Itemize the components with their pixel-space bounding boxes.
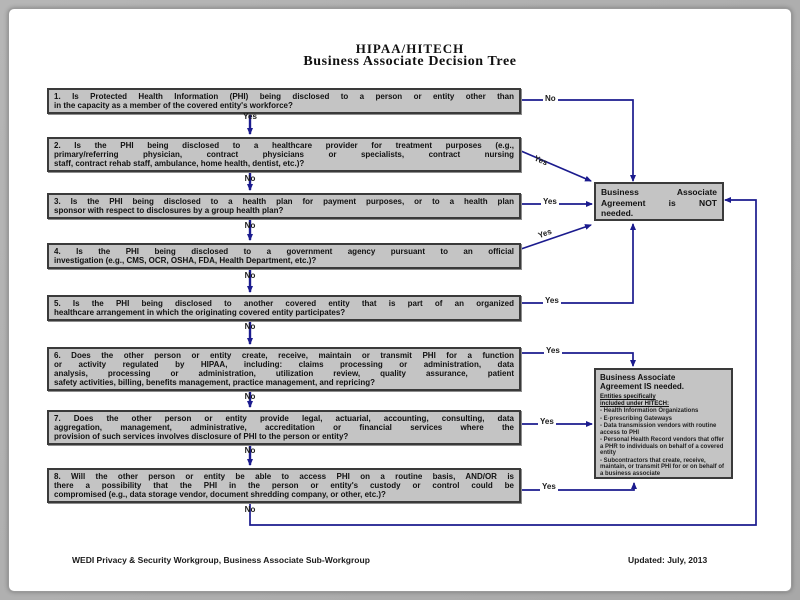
hitech-entity-item: - E-prescribing Gateways (600, 415, 673, 422)
edge-label-q8-yes: Yes (542, 482, 556, 491)
not-needed-line: Business Associate (601, 187, 717, 197)
question-7-line: aggregation, management, administrative, accreditation or financial services where the (54, 423, 514, 432)
hitech-entity-item: - Subcontractors that create, receive, maintain, or transmit PHI for or on behalf of a business associate (600, 457, 725, 477)
question-2-line: primary/referring physician, contract physicians or specialists, contract nursing (54, 150, 514, 159)
question-7-line: 7. Does the other person or entity provide legal, actuarial, accounting, consulting, data (54, 414, 514, 423)
question-5-line: 5. Is the PHI being disclosed to another covered entity that is part of an organized (54, 299, 514, 308)
not-needed-line: Agreement is NOT (601, 197, 717, 208)
question-box-8 (47, 468, 521, 503)
question-2-line: 2. Is the PHI being disclosed to a healthcare provider for treatment purposes (e.g., (54, 141, 514, 150)
edge-label-q7-no: No (244, 446, 256, 455)
question-box-4 (47, 243, 521, 269)
footer-workgroup-credit: WEDI Privacy & Security Workgroup, Business Associate Sub-Workgroup (72, 555, 370, 565)
page-title: HIPAA/HITECH (355, 41, 465, 56)
not-needed-line: needed. (601, 208, 634, 218)
question-6-line: analysis, processing or administration, utilization review, quality assurance, patient (54, 369, 514, 378)
question-1-line: 1. Is Protected Health Information (PHI) being disclosed to a person or entity other than (54, 92, 514, 101)
hitech-entity-item: - Personal Health Record vendors that offer a PHR to individuals on behalf of a covered entity (600, 437, 725, 456)
edge-label-q6-yes: Yes (546, 346, 560, 355)
question-3-line: 3. Is the PHI being disclosed to a health plan for payment purposes, or to a health plan (54, 197, 514, 206)
question-6-line: 6. Does the other person or entity create, receive, maintain or transmit PHI for a function (54, 351, 514, 360)
question-box-6 (47, 347, 521, 391)
edge-label-q3-yes: Yes (543, 197, 557, 206)
edge-label-q4-no: No (244, 271, 256, 280)
question-box-3 (47, 193, 521, 219)
footer-updated-date: Updated: July, 2013 (628, 555, 708, 565)
question-5-line: healthcare arrangement in which the originating covered entity participates? (54, 308, 346, 317)
question-7-line: provision of such services involves disclosure of PHI to the person or entity? (54, 432, 349, 441)
is-needed-subtitle: included under HITECH: (600, 400, 669, 407)
question-6-line: or activity regulated by HIPAA, including: claims processing or administration, data (54, 360, 514, 369)
edge-label-q2-yes: Yes (532, 153, 550, 168)
edge-label-q5-no: No (244, 322, 256, 331)
question-2-line: staff, contract rehab staff, ambulance, home health, dentist, etc.)? (54, 159, 305, 168)
question-8-line: 8. Will the other person or entity be able to access PHI on a routine basis, AND/OR is (54, 472, 514, 481)
question-3-line: sponsor with respect to disclosures by a group health plan? (54, 206, 284, 215)
edge-label-q7-yes: Yes (540, 417, 554, 426)
hitech-entity-item: - Health Information Organizations (600, 408, 699, 414)
edge-label-q4-yes: Yes (536, 226, 553, 241)
edge-label-q6-no: No (244, 392, 256, 401)
question-box-2 (47, 137, 521, 172)
is-needed-title: Business Associate (600, 373, 676, 382)
question-box-1 (47, 88, 521, 114)
question-1-line: in the capacity as a member of the covered entity's workforce? (54, 101, 293, 110)
edge-label-q2-no: No (244, 174, 256, 183)
edge-label-q1-yes: Yes (243, 112, 257, 121)
question-8-line: there a possibility that the PHI in the person or entity's custody or control could be (54, 481, 514, 490)
question-8-line: compromised (e.g., data storage vendor, document shredding company, or other, etc.)? (54, 490, 386, 499)
edge-label-q1-no-right: No (545, 94, 556, 103)
outcome-box-is-needed (594, 368, 733, 479)
edge-label-q8-no: No (244, 505, 256, 514)
hitech-entity-item: - Data transmission vendors with routine access to PHI (600, 423, 717, 436)
outcome-box-not-needed (594, 182, 724, 221)
question-4-line: 4. Is the PHI being disclosed to a government agency pursuant to an official (54, 247, 514, 256)
edge-label-q3-no: No (244, 221, 256, 230)
question-6-line: safety activities, billing, benefits management, practice management, and repricing? (54, 378, 375, 387)
question-box-5 (47, 295, 521, 321)
edge-label-q5-yes: Yes (545, 296, 559, 305)
is-needed-title: Agreement IS needed. (600, 382, 685, 391)
question-4-line: investigation (e.g., CMS, OCR, OSHA, FDA, Health Department, etc.)? (54, 256, 317, 265)
page-subtitle: Business Associate Decision Tree (303, 54, 517, 69)
question-box-7 (47, 410, 521, 445)
is-needed-subtitle: Entities specifically (600, 394, 656, 400)
